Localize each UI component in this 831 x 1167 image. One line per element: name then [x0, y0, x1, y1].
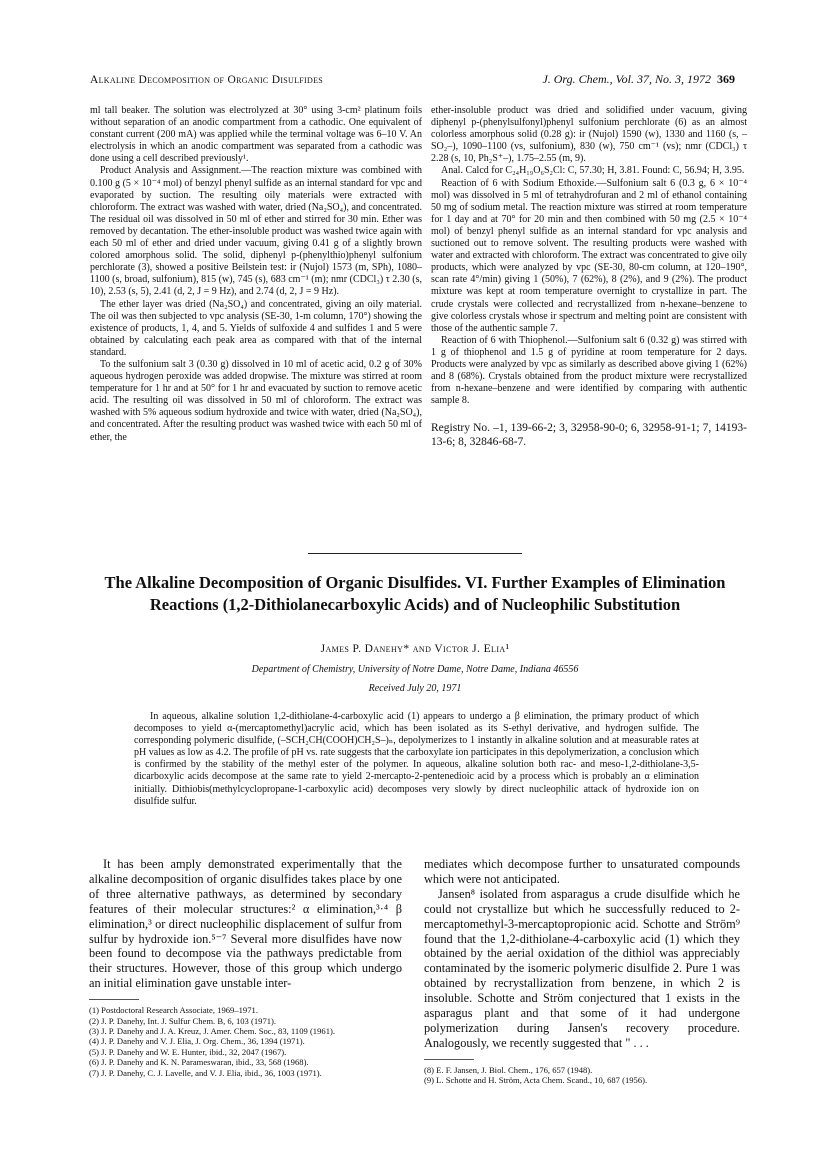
paragraph: It has been amply demonstrated experimentally that the alkaline decomposition of organic disulfides takes place by one of three alternative pathways, as determined by secondary features of their molecular structures:² α elimination,³·⁴ β elimination,³ or direct nucleophilic displacement of sulfur from sulfur by hydroxide ion.⁵⁻⁷ Several more disulfides have now been found to decompose via the pathways predictable from their structures. However, those of this group which undergo an initial elimination gave unstable inter- — [89, 857, 402, 991]
footnote-divider — [89, 999, 139, 1000]
experimental-right-column — [431, 105, 747, 449]
paragraph: The ether layer was dried (Na₂SO₄) and concentrated, giving an oily material. The oil was then subjected to vpc analysis (SE-30, 1-m column, 170°) showing the existence of products, 1, 4, and 5. Yields of sulfoxide 4 and sulfides 1 and 5 were obtained by calculating each peak area as compared with that of the internal standard. — [90, 298, 422, 358]
paragraph: Reaction of 6 with Sodium Ethoxide.—Sulfonium salt 6 (0.3 g, 6 × 10⁻⁴ mol) was dissolved in 5 ml of tetrahydrofuran and 2 ml of ethanol containing 50 mg of sodium metal. The reaction mixture was stirred at room temperature for 1 day and at 70° for 20 min and then combined with 50 mg (2.5 × 10⁻⁴ mol) of benzyl phenyl sulfide as an internal standard for vpc analysis and suctioned out to remove solvent. The resulting products were washed with water and extracted with chloroform. The extract was concentrated to give oily products, which were analyzed by vpc (SE-30, 80-cm column, at 120–190°, scan rate 4°/min) giving 1 (50%), 7 (62%), 8 (2%), and 9 (2%). The product mixture was kept at room temperature overnight to crystallize in part. The crude crystals were collected and recrystallized from n-hexane–benzene to give colorless crystals whose ir spectrum and melting point are consistent with those of the authentic sample 7. — [431, 177, 747, 334]
paragraph: Product Analysis and Assignment.—The reaction mixture was combined with 0.100 g (5 × 10⁻⁴ mol) of benzyl phenyl sulfide as an internal standard for vpc and evaporated by suction. The resulting oily materials were extracted with chloroform. The extract was washed with water, dried (Na₂SO₄), and concentrated. The residual oil was dissolved in 50 ml of ether and stirred for 30 min. Ether was removed by decantation. The ether-insoluble product was washed twice again with each 50 ml of ether and dried under vacuum, giving 0.41 g of a slightly brown colored amorphous solid. The solid, diphenyl p-(phenylthio)phenyl sulfonium perchlorate (3), showed a positive Beilstein test: ir (Nujol) 1573 (m, SPh), 1080–1100 (s, broad, sulfonium), 815 (w), 745 (s), 683 cm⁻¹ (m); nmr (CDCl₃) τ 2.30 (s, 10), 2.53 (s, 5), 2.41 (d, 2, J = 9 Hz), and 2.74 (d, 2, J = 9 Hz). — [90, 165, 422, 298]
paragraph: Jansen⁸ isolated from asparagus a crude disulfide which he could not crystallize but which he successfully reduced to 2-mercaptomethyl-3-mercaptopropionic acid. Schotte and Ström⁹ found that the 1,2-dithiolane-4-carboxylic acid (1) which they obtained by the aerial oxidation of the dithiol was appreciably contaminated by the isomeric polymeric disulfide 2. Pure 1 was obtained by recrystallization from benzene, in which 2 is insoluble. Schotte and Ström conjectured that 1 exists in the asparagus plant and that some of it had undergone polymerization during Jansen's recovery procedure. Analogously, we recently suggested that " . . . — [424, 886, 740, 1050]
paragraph: Reaction of 6 with Thiophenol.—Sulfonium salt 6 (0.32 g) was stirred with 1 g of thiophenol and 1.5 g of pyridine at room temperature for 2 days. Products were analyzed by vpc as similarly as described above giving 1 (62%) and 8 (68%). Crystals obtained from the product mixture were recrystallized from n-hexane–benzene and were identified by comparing with authentic sample 8. — [431, 334, 747, 407]
footnotes-right — [424, 1059, 740, 1086]
page-number: 369 — [717, 72, 735, 86]
experimental-left-column — [90, 105, 422, 444]
footnote: (1) Postdoctoral Research Associate, 1969–1971. — [89, 1005, 258, 1016]
received-date: Received July 20, 1971 — [368, 683, 462, 694]
section-divider — [308, 553, 522, 554]
paragraph: ml tall beaker. The solution was electrolyzed at 30° using 3-cm² platinum foils without separation of an anodic compartment from a cathodic. One equivalent of constant current (200 mA) was applied while the terminal voltage was 6–10 V. An electrolysis in which an anodic compartment was separated from a cathodic was done using a cell described previously¹. — [90, 105, 422, 165]
paragraph: To the sulfonium salt 3 (0.30 g) dissolved in 10 ml of acetic acid, 0.2 g of 30% aqueous hydrogen peroxide was added dropwise. The mixture was stirred at room temperature for 1 hr and at 50° for 1 hr and evacuated by suction to remove acetic acid. The resulting oil was dissolved in 50 ml of chloroform. The extract was washed with 5% aqueous sodium hydroxide and twice with water, dried (Na₂SO₄), and concentrated. After the resulting product was washed twice with each 50 ml of ether, the — [90, 358, 422, 443]
footnote: (6) J. P. Danehy and K. N. Parameswaran, ibid., 33, 568 (1968). — [89, 1057, 309, 1068]
article-authors: James P. Danehy* and Victor J. Elia¹ — [320, 643, 510, 655]
body-right-column — [424, 857, 740, 1086]
footnote: (4) J. P. Danehy and V. J. Elia, J. Org. Chem., 36, 1394 (1971). — [89, 1036, 305, 1047]
abstract: In aqueous, alkaline solution 1,2-dithiolane-4-carboxylic acid (1) appears to undergo a β elimination, the primary product of which decomposes to yield α-(mercaptomethyl)acrylic acid, which has been isolated as its S-ethyl derivative, and hydrogen sulfide. The corresponding polymeric disulfide, (–SCH₂CH(COOH)CH₂S–)ₙ, depolymerizes to 1 instantly in alkaline solution and at measurable rates at pH values as low as 4.2. The profile of pH vs. rate suggests that the carboxylate ion participates in this depolymerization, a conclusion which is confirmed by the stability of the methyl ester of the polymer. In aqueous, alkaline solution both rac- and meso-1,2-dithiolane-3,5-dicarboxylic acids decompose at the same rate to yield 2-mercapto-2-pentenedioic acid by a process which is probably an α elimination initially. Dithiobis(methylcyclopropane-1-carboxylic acid) decomposes very slowly by direct nucleophilic attack of hydroxide ion on disulfide sulfur. — [134, 711, 699, 807]
footnote: (5) J. P. Danehy and W. E. Hunter, ibid., 32, 2047 (1967). — [89, 1046, 287, 1057]
footnote: (8) E. F. Jansen, J. Biol. Chem., 176, 657 (1948). — [424, 1064, 593, 1075]
footnotes-left — [89, 999, 402, 1078]
journal-citation: J. Org. Chem., Vol. 37, No. 3, 1972 — [542, 72, 711, 86]
paragraph: ether-insoluble product was dried and solidified under vacuum, giving diphenyl p-(phenylsulfonyl)phenyl sulfonium perchlorate (6) as an almost colorless amorphous solid (0.28 g): ir (Nujol) 1590 (w), 1330 and 1160 (s, –SO₂–), 1090–1100 (vs, sulfonium), 830 (w), 750 cm⁻¹ (vs); nmr (CDCl₃) τ 2.28 (s, 10, Ph₂S⁺–), 1.75–2.55 (m, 9). — [431, 105, 747, 165]
author-affiliation: Department of Chemistry, University of Notre Dame, Notre Dame, Indiana 46556 — [251, 664, 579, 675]
paragraph: Anal. Calcd for C₂₄H₁₉O₆S₂Cl: C, 57.30; H, 3.81. Found: C, 56.94; H, 3.95. — [441, 165, 745, 177]
paragraph: mediates which decompose further to unsaturated compounds which were not anticipated. — [424, 857, 740, 886]
footnote: (3) J. P. Danehy and J. A. Kreuz, J. Amer. Chem. Soc., 83, 1109 (1961). — [89, 1025, 336, 1036]
footnote: (7) J. P. Danehy, C. J. Lavelle, and V. J. Elia, ibid., 36, 1003 (1971). — [89, 1067, 322, 1078]
article-title: The Alkaline Decomposition of Organic Disulfides. VI. Further Examples of Elimination Reactions (1,2-Dithiolanecarboxylic Acids) and of Nucleophilic Substitution — [104, 573, 726, 614]
footnote-divider — [424, 1059, 474, 1060]
registry-numbers: Registry No. –1, 139-66-2; 3, 32958-90-0; 6, 32958-91-1; 7, 14193-13-6; 8, 32846-68-7. — [431, 422, 747, 449]
body-left-column — [89, 857, 402, 1078]
footnote: (2) J. P. Danehy, Int. J. Sulfur Chem. B, 6, 103 (1971). — [89, 1015, 277, 1026]
running-head-citation — [542, 72, 735, 87]
footnote: (9) L. Schotte and H. Ström, Acta Chem. Scand., 10, 687 (1956). — [424, 1075, 648, 1086]
running-head-title: Alkaline Decomposition of Organic Disulfides — [90, 74, 324, 86]
